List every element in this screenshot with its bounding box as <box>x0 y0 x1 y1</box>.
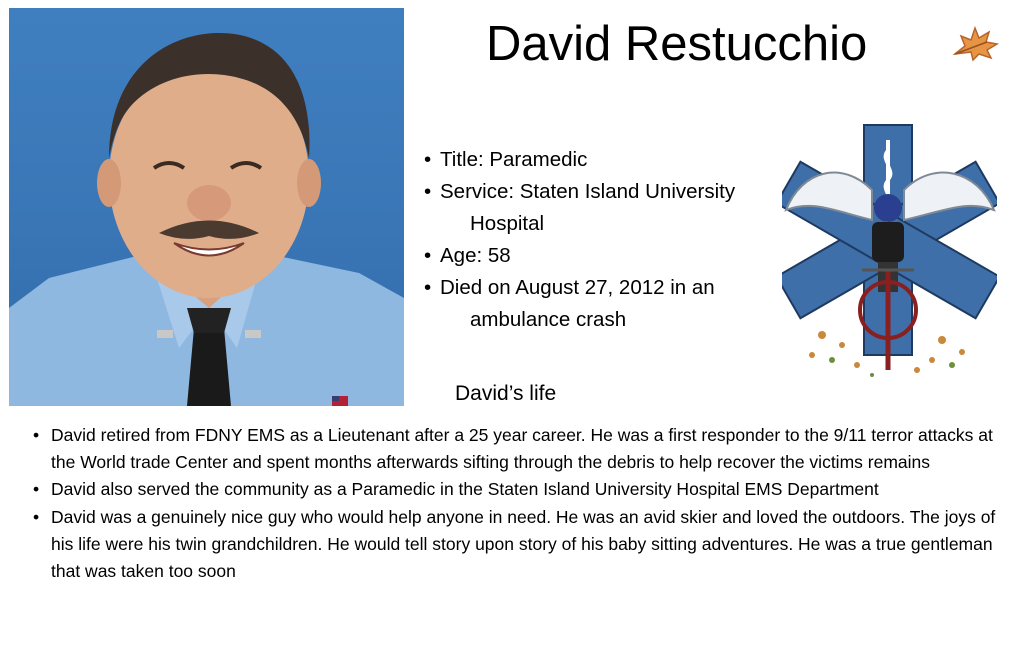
fact-died: • Died on August 27, 2012 in an ambulance crash <box>424 272 784 336</box>
star-of-life-cyclist-emblem <box>782 120 997 382</box>
autumn-leaf-icon <box>951 24 1001 64</box>
life-item: • David also served the community as a Paramedic in the Staten Island University Hospital EMS Department <box>33 476 1008 503</box>
fact-age: • Age: 58 <box>424 240 784 272</box>
life-heading: David’s life <box>455 382 557 405</box>
fact-service: • Service: Staten Island University Hospital <box>424 176 784 240</box>
life-item: • David was a genuinely nice guy who would help anyone in need. He was an avid skier and loved the outdoors. The joys of his life were his twin grandchildren. He would tell story upon story of his baby sitting adventures. He was a true gentleman that was taken too soon <box>33 504 1008 586</box>
fact-list <box>424 144 784 336</box>
portrait-photo <box>9 8 404 406</box>
page-title: David Restucchio <box>486 17 868 71</box>
life-item: • David retired from FDNY EMS as a Lieutenant after a 25 year career. He was a first responder to the 9/11 terror attacks at the World trade Center and spent months afterwards sifting through the debris to help recover the victims remains <box>33 422 1008 476</box>
life-list <box>33 422 1008 585</box>
fact-title: • Title: Paramedic <box>424 144 784 176</box>
